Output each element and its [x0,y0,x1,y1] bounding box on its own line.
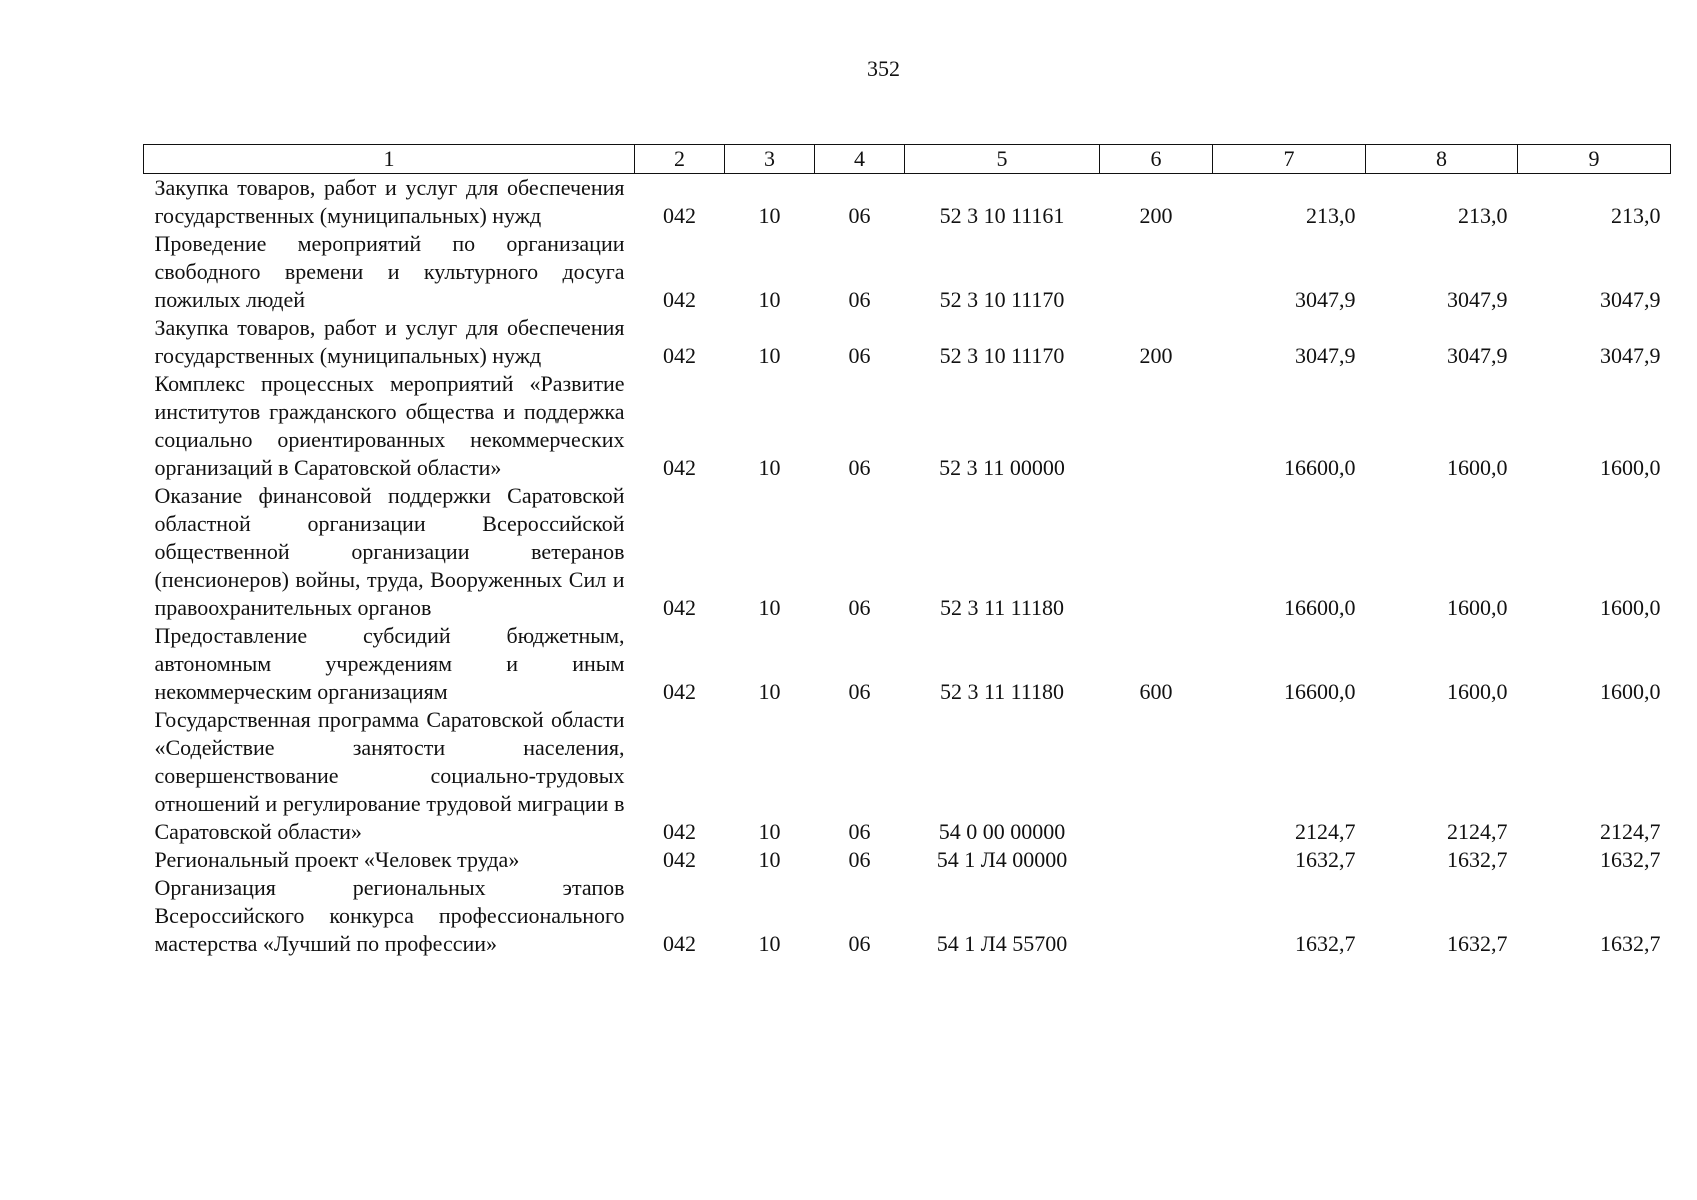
row-c8: 213,0 [1458,203,1508,228]
row-c3: 10 [758,343,781,368]
column-header: 3 [725,145,815,174]
row-c4: 06 [848,203,871,228]
row-name: Проведение мероприятий по организации свободного времени и культурного досуга пожилых людей [154,231,625,312]
row-c7: 2124,7 [1295,819,1356,844]
column-header: 6 [1100,145,1213,174]
row-c2: 042 [663,679,696,704]
row-c4: 06 [848,343,871,368]
row-c9: 2124,7 [1600,819,1661,844]
row-c3: 10 [758,679,781,704]
row-c3: 10 [758,203,781,228]
row-c7: 213,0 [1306,203,1356,228]
table-row [144,174,1671,231]
row-c8: 1632,7 [1447,847,1508,872]
row-c8: 3047,9 [1447,343,1508,368]
row-c2: 042 [663,847,696,872]
row-c2: 042 [663,595,696,620]
row-name: Комплекс процессных мероприятий «Развитие институтов гражданского общества и поддержка социально ориентированных некоммерческих организаций в Саратовской области» [154,371,625,480]
row-c7: 16600,0 [1284,595,1356,620]
column-header: 8 [1366,145,1518,174]
row-c2: 042 [663,931,696,956]
row-c6 [1100,482,1213,622]
row-c7: 1632,7 [1295,847,1356,872]
row-c3: 10 [758,595,781,620]
row-c4: 06 [848,287,871,312]
row-c2: 042 [663,343,696,368]
row-c3: 10 [758,455,781,480]
row-c5: 52 3 10 11161 [939,203,1065,228]
row-name: Региональный проект «Человек труда» [154,847,520,872]
page-number: 352 [867,56,900,81]
row-c7: 16600,0 [1284,455,1356,480]
row-c6 [1100,706,1213,846]
row-c9: 213,0 [1611,203,1661,228]
column-header: 7 [1213,145,1366,174]
row-c6: 200 [1139,343,1173,368]
row-name: Предоставление субсидий бюджетным, автономным учреждениям и иным некоммерческим организациям [154,623,625,704]
row-c5: 52 3 10 11170 [939,343,1065,368]
row-c4: 06 [848,847,871,872]
row-c8: 1600,0 [1447,455,1508,480]
row-c5: 52 3 10 11170 [939,287,1065,312]
row-c9: 1600,0 [1600,679,1661,704]
row-c7: 1632,7 [1295,931,1356,956]
row-c6: 600 [1139,679,1173,704]
column-header: 2 [635,145,725,174]
row-c7: 3047,9 [1295,287,1356,312]
row-c9: 1600,0 [1600,455,1661,480]
row-c7: 3047,9 [1295,343,1356,368]
row-c4: 06 [848,931,871,956]
row-name: Закупка товаров, работ и услуг для обеспечения государственных (муниципальных) нужд [154,315,625,368]
row-name: Закупка товаров, работ и услуг для обеспечения государственных (муниципальных) нужд [154,175,625,228]
row-c5: 52 3 11 11180 [939,679,1065,704]
row-c9: 1632,7 [1600,931,1661,956]
column-header: 9 [1518,145,1671,174]
table-header [144,145,1671,174]
column-header: 1 [144,145,635,174]
row-c9: 1632,7 [1600,847,1661,872]
row-c3: 10 [758,287,781,312]
row-c4: 06 [848,455,871,480]
row-c9: 1600,0 [1600,595,1661,620]
row-c4: 06 [848,679,871,704]
row-c5: 52 3 11 11180 [939,595,1065,620]
table-row [144,370,1671,482]
row-c6 [1100,230,1213,314]
row-c4: 06 [848,819,871,844]
column-header: 5 [905,145,1100,174]
row-c5: 54 1 Л4 00000 [936,847,1068,872]
row-c3: 10 [758,931,781,956]
row-c6 [1100,874,1213,958]
table-row [144,622,1671,706]
table-row [144,314,1671,370]
row-c6: 200 [1139,203,1173,228]
row-c2: 042 [663,287,696,312]
table-row [144,706,1671,846]
row-name: Государственная программа Саратовской области «Содействие занятости населения, совершенствование социально-трудовых отношений и регулирование трудовой миграции в Саратовской области» [154,707,625,844]
column-header: 4 [815,145,905,174]
row-c8: 3047,9 [1447,287,1508,312]
row-name: Оказание финансовой поддержки Саратовской областной организации Всероссийской общественной организации ветеранов (пенсионеров) войны, труда, Вооруженных Сил и правоохранительных органов [154,483,625,620]
table-body [144,174,1671,959]
header-row [144,145,1671,174]
row-c2: 042 [663,819,696,844]
row-c7: 16600,0 [1284,679,1356,704]
row-c6 [1100,846,1213,874]
row-c8: 1600,0 [1447,679,1508,704]
table-row [144,482,1671,622]
row-c3: 10 [758,819,781,844]
row-name: Организация региональных этапов Всероссийского конкурса профессионального мастерства «Лучший по профессии» [154,875,625,956]
row-c5: 52 3 11 00000 [939,455,1065,480]
row-c9: 3047,9 [1600,343,1661,368]
row-c5: 54 0 00 00000 [938,819,1066,844]
table-row [144,230,1671,314]
row-c2: 042 [663,455,696,480]
row-c8: 1632,7 [1447,931,1508,956]
row-c8: 2124,7 [1447,819,1508,844]
row-c9: 3047,9 [1600,287,1661,312]
budget-table [143,144,1671,958]
row-c2: 042 [663,203,696,228]
row-c6 [1100,370,1213,482]
row-c3: 10 [758,847,781,872]
row-c5: 54 1 Л4 55700 [936,931,1068,956]
row-c8: 1600,0 [1447,595,1508,620]
table-row [144,874,1671,958]
table-row [144,846,1671,874]
row-c4: 06 [848,595,871,620]
